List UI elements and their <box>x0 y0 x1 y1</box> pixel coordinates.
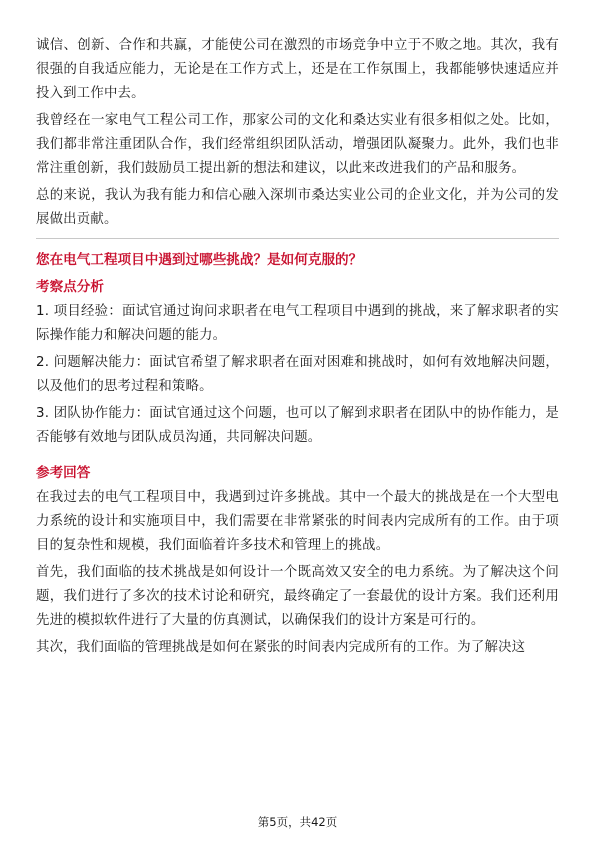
answer-paragraph: 首先，我们面临的技术挑战是如何设计一个既高效又安全的电力系统。为了解决这个问题，我们进行了多次的技术讨论和研究，最终确定了一套最优的设计方案。我们还利用先进的模拟软件进行了大量的仿真测试，以确保我们的设计方案是可行的。 <box>36 565 559 628</box>
intro-paragraph: 我曾经在一家电气工程公司工作，那家公司的文化和桑达实业有很多相似之处。比如，我们都非常注重团队合作，我们经常组织团队活动，增强团队凝聚力。此外，我们也非常注重创新，我们鼓励员工提出新的想法和建议，以此来改进我们的产品和服务。 <box>36 113 559 176</box>
answer-paragraph: 在我过去的电气工程项目中，我遇到过许多挑战。其中一个最大的挑战是在一个大型电力系统的设计和实施项目中，我们需要在非常紧张的时间表内完成所有的工作。由于项目的复杂性和规模，我们面临着许多技术和管理上的挑战。 <box>36 490 559 553</box>
page-number: 第5页，共42页 <box>257 815 338 829</box>
question-section <box>36 247 559 660</box>
document-page <box>36 34 559 663</box>
analysis-item: 2. 问题解决能力：面试官希望了解求职者在面对困难和挑战时，如何有效地解决问题，以及他们的思考过程和策略。 <box>36 355 559 394</box>
analysis-item: 3. 团队协作能力：面试官通过这个问题，也可以了解到求职者在团队中的协作能力，是否能够有效地与团队成员沟通，共同解决问题。 <box>36 406 559 445</box>
answer-heading: 参考回答 <box>36 465 91 481</box>
analysis-heading: 考察点分析 <box>36 279 104 295</box>
intro-paragraph: 总的来说，我认为我有能力和信心融入深圳市桑达实业公司的企业文化，并为公司的发展做出贡献。 <box>36 188 559 227</box>
intro-section <box>36 34 559 232</box>
intro-paragraph: 诚信、创新、合作和共赢，才能使公司在激烈的市场竞争中立于不败之地。其次，我有很强的自我适应能力，无论是在工作方式上，还是在工作氛围上，我都能够快速适应并投入到工作中去。 <box>36 38 559 101</box>
question-title: 您在电气工程项目中遇到过哪些挑战？是如何克服的？ <box>36 252 363 268</box>
analysis-item: 1. 项目经验：面试官通过询问求职者在电气工程项目中遇到的挑战，来了解求职者的实际操作能力和解决问题的能力。 <box>36 304 559 343</box>
section-divider <box>36 238 559 239</box>
answer-paragraph: 其次，我们面临的管理挑战是如何在紧张的时间表内完成所有的工作。为了解决这 <box>36 640 526 655</box>
